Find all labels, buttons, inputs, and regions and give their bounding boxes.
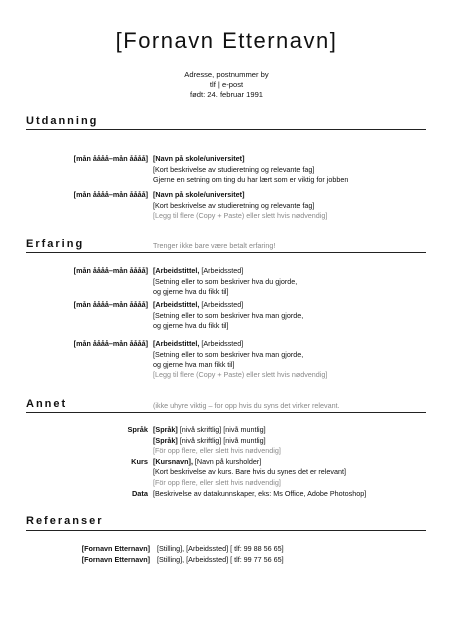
experience-title-line [153,266,243,275]
languages-label: Språk [127,425,148,434]
data-description: [Beskrivelse av datakunnskaper, eks: Ms Office, Adobe Photoshop] [153,489,367,498]
experience-note: Trenger ikke bare være betalt erfaring! [153,241,276,250]
job-place: [Arbeidssted] [199,266,244,275]
experience-title-line [153,339,243,348]
experience-dates: [mån åååå–mån åååå] [73,339,148,348]
education-dates: [mån åååå–mån åååå] [73,190,148,199]
experience-description: og gjerne hva du fikk til] [153,321,229,330]
experience-description: og gjerne hva du fikk til] [153,287,229,296]
job-title: [Arbeidstittel, [153,339,200,348]
language-name: [Språk] [153,436,178,445]
course-item [153,457,261,466]
experience-description: [Setning eller to som beskriver hva man gjorde, [153,311,304,320]
section-divider [26,252,426,253]
cv-name: [Fornavn Etternavn] [115,28,338,53]
birthdate-line: født: 24. februar 1991 [189,90,264,99]
job-place: [Arbeidssted] [199,339,244,348]
experience-description: [Setning eller to som beskriver hva man gjorde, [153,350,304,359]
data-label: Data [131,489,148,498]
courses-label: Kurs [131,457,148,466]
reference-details: [Stilling], [Arbeidssted] [ tlf: 99 77 56 65] [157,555,284,564]
education-description: [Kort beskrivelse av studieretning og relevante fag] [153,165,315,174]
section-title-other: Annet [26,398,68,410]
address-line: Adresse, postnummer by [184,70,269,79]
language-levels: [nivå skriftlig] [nivå muntlig] [177,425,266,434]
section-divider [26,129,426,130]
section-title-education: Utdanning [26,115,99,127]
course-description: [Kort beskrivelse av kurs. Bare hvis du synes det er relevant] [153,467,346,476]
language-name: [Språk] [153,425,178,434]
course-holder: [Navn på kursholder] [192,457,262,466]
experience-dates: [mån åååå–mån åååå] [73,300,148,309]
education-extra: Gjerne en setning om ting du har lært som er viktig for jobben [153,175,349,184]
education-school: [Navn på skole/universitet] [153,154,245,163]
languages-hint: [För opp flere, eller slett hvis nødvendig] [153,446,281,455]
contact-line: tlf | e-post [209,80,244,89]
education-hint: [Legg til flere (Copy + Paste) eller slett hvis nødvendig] [153,211,328,220]
language-item [153,436,266,445]
experience-title-line [153,300,243,309]
job-title: [Arbeidstittel, [153,266,200,275]
reference-name: [Fornavn Etternavn] [81,555,150,564]
education-school: [Navn på skole/universitet] [153,190,245,199]
job-place: [Arbeidssted] [199,300,244,309]
section-divider [26,530,426,531]
reference-details: [Stilling], [Arbeidssted] [ tlf: 99 88 56 65] [157,544,284,553]
courses-hint: [För opp flere, eller slett hvis nødvendig] [153,478,281,487]
job-title: [Arbeidstittel, [153,300,200,309]
section-title-references: Referanser [26,515,104,527]
language-levels: [nivå skriftlig] [nivå muntlig] [177,436,266,445]
reference-name: [Fornavn Etternavn] [81,544,150,553]
education-description: [Kort beskrivelse av studieretning og relevante fag] [153,201,315,210]
experience-description: og gjerne hva man fikk til] [153,360,235,369]
course-name: [Kursnavn], [153,457,193,466]
education-dates: [mån åååå–mån åååå] [73,154,148,163]
other-note: (ikke uhyre viktig – for opp hvis du syns det virker relevant. [153,401,340,410]
experience-hint: [Legg til flere (Copy + Paste) eller slett hvis nødvendig] [153,370,328,379]
language-item [153,425,266,434]
experience-description: [Setning eller to som beskriver hva du gjorde, [153,277,298,286]
experience-dates: [mån åååå–mån åååå] [73,266,148,275]
section-title-experience: Erfaring [26,238,85,250]
section-divider [26,412,426,413]
